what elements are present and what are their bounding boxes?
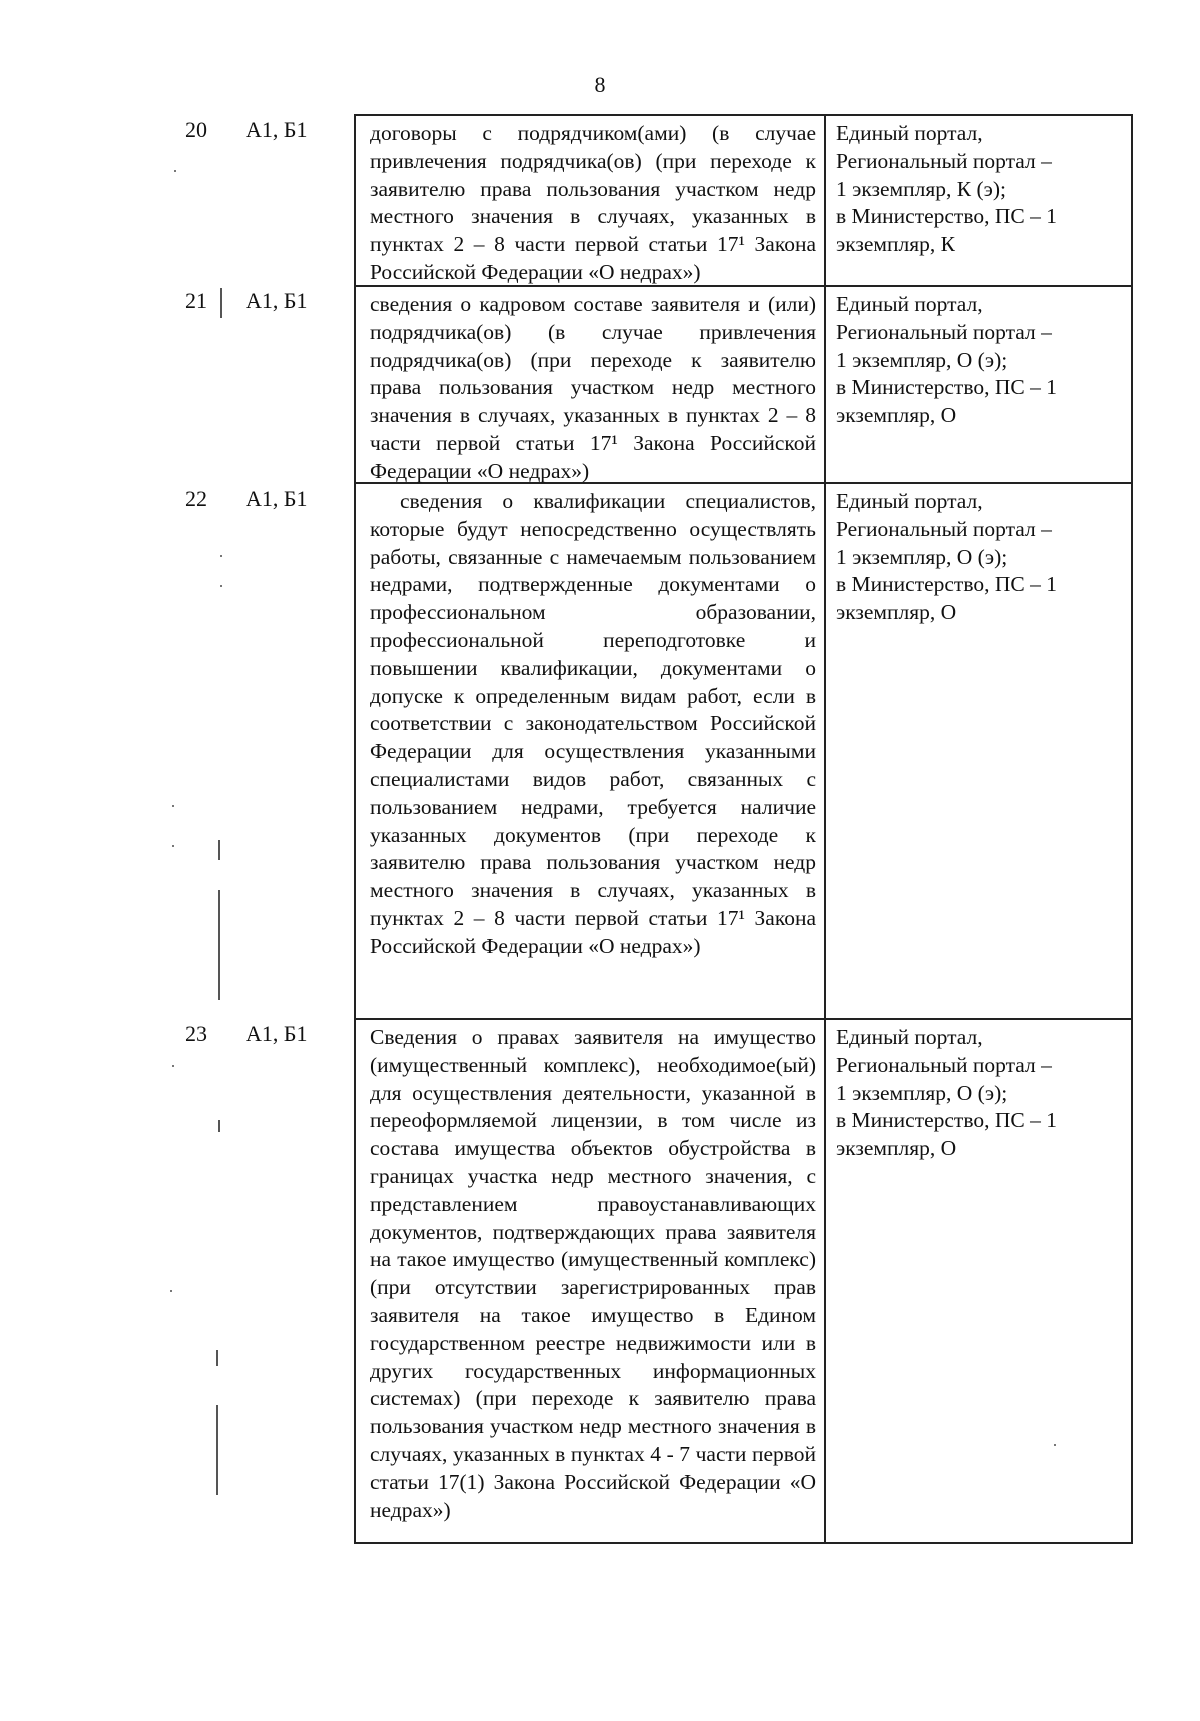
scan-dot <box>1054 1444 1056 1446</box>
row-code-21: А1, Б1 <box>246 288 308 313</box>
row-number-21: 21 <box>185 288 207 313</box>
document-cell: сведения о квалификации специалистов, которые будут непосредственно осуществлять работы, связанные с намечаемым пользованием недрами, подтвержденные документами о профессиональном образовании, профессиональной переподготовке и повышении квалификации, документами о допуске к определенным видам работ, если в соответствии с законодательством Российской Федерации для осуществления указанными специалистами видов работ, связанных с пользованием недрами, требуется наличие указанных документов (при переходе к заявителю права пользования участком недр местного значения в случаях, указанных в пунктах 2 – 8 части первой статьи 17¹ Закона Российской Федерации «О недрах») <box>356 484 826 1018</box>
scan-dot <box>174 170 176 172</box>
table-row <box>356 287 1131 484</box>
scan-margin-mark <box>220 288 222 318</box>
row-code-20: А1, Б1 <box>246 117 308 142</box>
row-number-22: 22 <box>185 486 207 511</box>
scan-margin-mark <box>218 840 220 860</box>
row-code-23: А1, Б1 <box>246 1021 308 1046</box>
scan-dot <box>172 1065 174 1067</box>
submission-cell: Единый портал, Региональный портал – 1 экземпляр, О (э); в Министерство, ПС – 1 экземпляр, О <box>836 1025 1057 1161</box>
submission-cell: Единый портал, Региональный портал – 1 экземпляр, О (э); в Министерство, ПС – 1 экземпляр, О <box>836 292 1057 428</box>
table-row <box>356 484 1131 1020</box>
table-row <box>356 1020 1131 1544</box>
document-cell: договоры с подрядчиком(ами) (в случае привлечения подрядчика(ов) (при переходе к заявителю права пользования участком недр местного значения в случаях, указанных в пунктах 2 – 8 части первой статьи 17¹ Закона Российской Федерации «О недрах») <box>356 116 826 285</box>
scan-dot <box>220 555 222 557</box>
scan-margin-mark <box>216 1350 218 1366</box>
scan-margin-mark <box>218 1120 220 1132</box>
submission-cell: Единый портал, Региональный портал – 1 экземпляр, К (э); в Министерство, ПС – 1 экземпляр, К <box>836 121 1057 257</box>
scan-dot <box>172 805 174 807</box>
page-number: 8 <box>594 72 606 97</box>
scan-dot <box>220 585 222 587</box>
scan-dot <box>172 845 174 847</box>
scan-margin-mark <box>216 1405 218 1495</box>
document-cell: Сведения о правах заявителя на имущество (имущественный комплекс), необходимое(ый) для осуществления деятельности, указанной в переоформляемой лицензии, в том числе из состава имущества объектов обустройства в границах участка недр местного значения, с представлением правоустанавливающих документов, подтверждающих права заявителя на такое имущество (имущественный комплекс) (при отсутствии зарегистрированных прав заявителя на такое имущество в Едином государственном реестре недвижимости или в других государственных информационных системах) (при переходе к заявителю права пользования участком недр местного значения в случаях, указанных в пунктах 4 - 7 части первой статьи 17(1) Закона Российской Федерации «О недрах») <box>356 1020 826 1542</box>
submission-cell: Единый портал, Региональный портал – 1 экземпляр, О (э); в Министерство, ПС – 1 экземпляр, О <box>836 489 1057 625</box>
row-number-23: 23 <box>185 1021 207 1046</box>
documents-table <box>354 114 1133 1544</box>
scan-margin-mark <box>218 890 220 1000</box>
row-number-20: 20 <box>185 117 207 142</box>
row-code-22: А1, Б1 <box>246 486 308 511</box>
table-row <box>356 116 1131 287</box>
scan-dot <box>170 1290 172 1292</box>
document-cell: сведения о кадровом составе заявителя и (или) подрядчика(ов) (в случае привлечения подрядчика(ов) (при переходе к заявителю права пользования участком недр местного значения в случаях, указанных в пунктах 2 – 8 части первой статьи 17¹ Закона Российской Федерации «О недрах») <box>356 287 826 482</box>
